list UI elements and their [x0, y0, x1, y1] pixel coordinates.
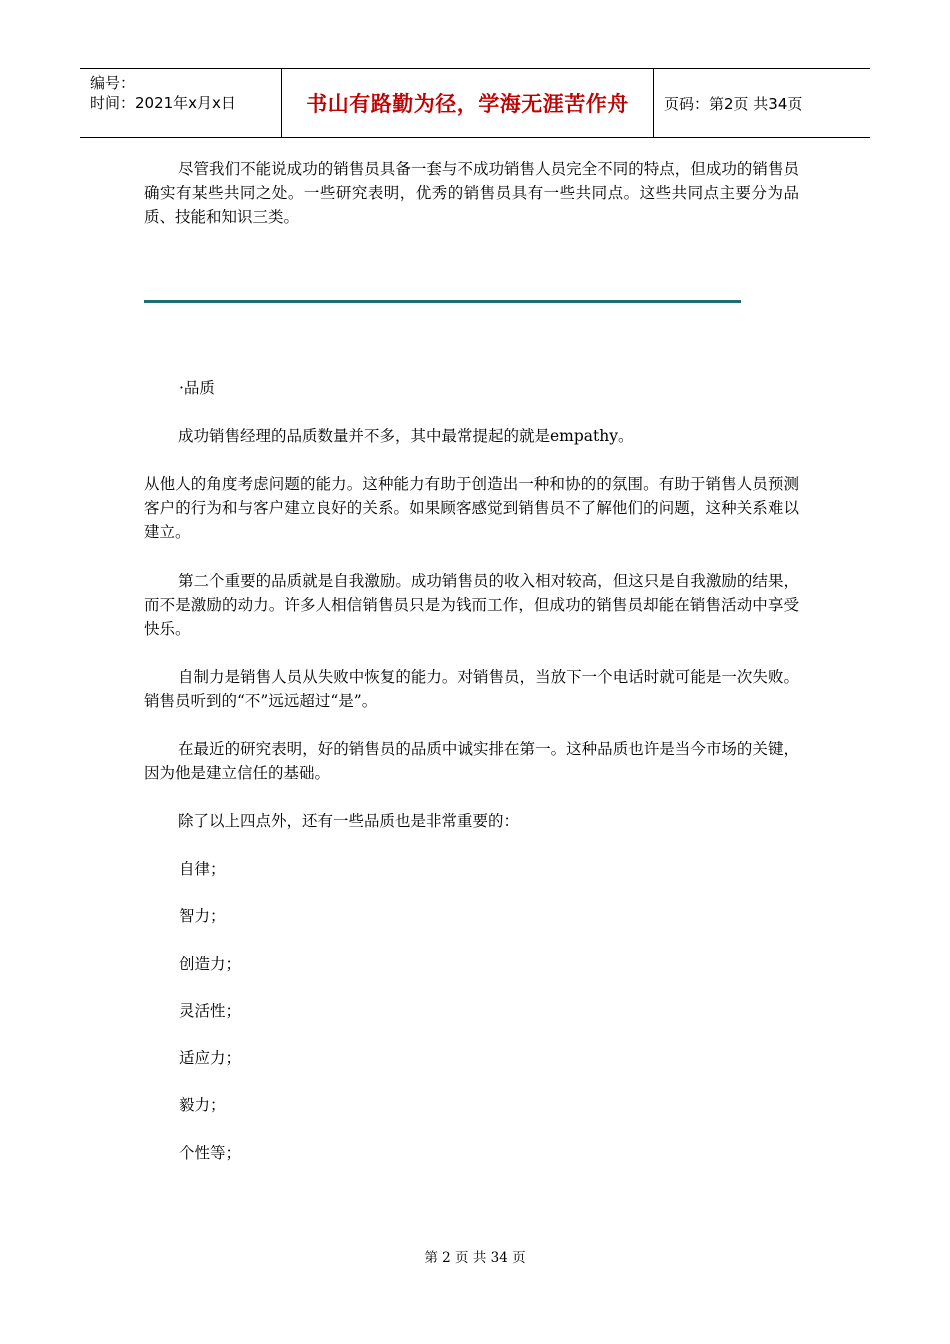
list-item: 智力； — [179, 907, 226, 925]
list-item: 创造力； — [179, 955, 242, 973]
number-label: 编号： — [90, 74, 136, 92]
paragraph-4: 自制力是销售人员从失败中恢复的能力。对销售员，当放下一个电话时就可能是一次失败。销售员听到的“不”远远超过“是”。 — [144, 668, 799, 710]
motto: 书山有路勤为径，学海无涯苦作舟 — [306, 92, 629, 116]
list-item: 个性等； — [179, 1144, 242, 1162]
paragraph-2: 从他人的角度考虑问题的能力。这种能力有助于创造出一种和协的的氛围。有助于销售人员预测客户的行为和与客户建立良好的关系。如果顾客感觉到销售员不了解他们的问题，这种关系难以建立。 — [144, 475, 799, 541]
list-item: 适应力； — [179, 1049, 242, 1067]
paragraph-5: 在最近的研究表明，好的销售员的品质中诚实排在第一。这种品质也许是当今市场的关键，因为他是建立信任的基础。 — [144, 740, 799, 782]
header-page-cell — [654, 69, 870, 137]
date-line: 时间：2021年x月x日 — [90, 94, 236, 112]
list-item: 自律； — [179, 860, 226, 878]
header-motto-cell — [282, 69, 654, 137]
section-heading: ·品质 — [179, 379, 215, 397]
document-header — [80, 68, 870, 138]
list-item: 毅力； — [179, 1096, 226, 1114]
paragraph-3: 第二个重要的品质就是自我激励。成功销售员的收入相对较高，但这只是自我激励的结果，而不是激励的动力。许多人相信销售员只是为钱而工作，但成功的销售员却能在销售活动中享受快乐。 — [144, 572, 799, 638]
header-meta-cell — [80, 69, 282, 137]
page-footer: 第 2 页 共 34 页 — [424, 1250, 526, 1266]
section-divider — [144, 300, 741, 303]
paragraph-6: 除了以上四点外，还有一些品质也是非常重要的： — [178, 812, 520, 830]
list-item: 灵活性； — [179, 1002, 242, 1020]
page-info: 页码：第2页 共34页 — [664, 94, 803, 113]
paragraph-1: 成功销售经理的品质数量并不多，其中最常提起的就是empathy。 — [178, 427, 634, 445]
intro-paragraph: 尽管我们不能说成功的销售员具备一套与不成功销售人员完全不同的特点，但成功的销售员确实有某些共同之处。一些研究表明，优秀的销售员具有一些共同点。这些共同点主要分为品质、技能和知识三类。 — [144, 160, 799, 226]
